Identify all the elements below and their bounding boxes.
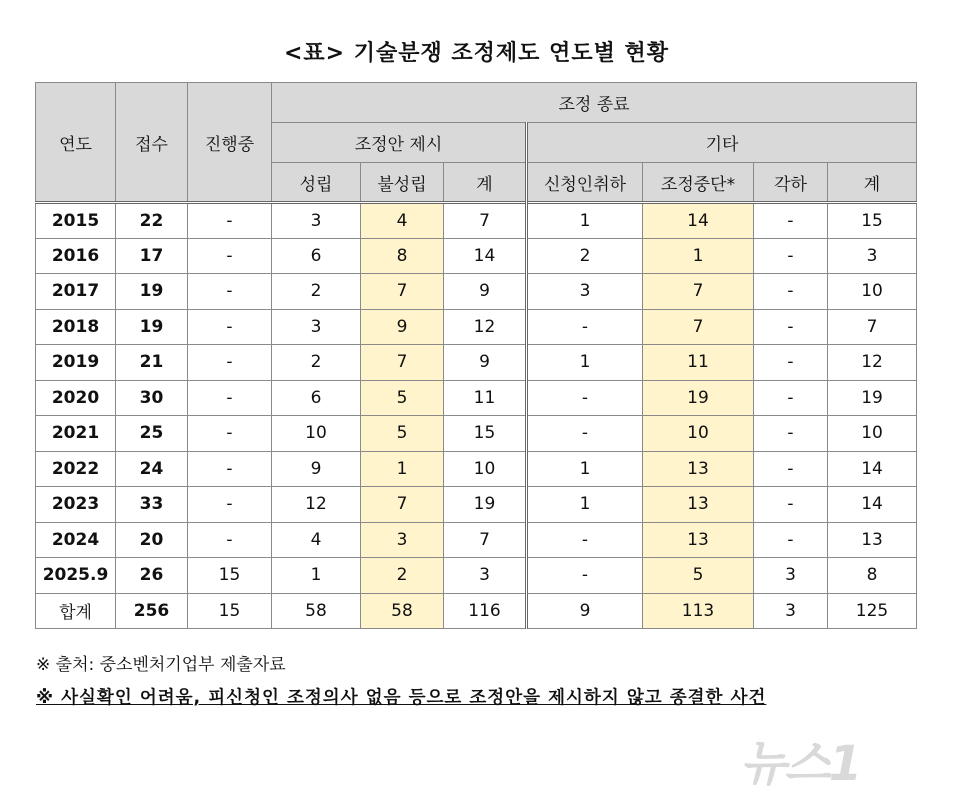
cell-agreed: 12 [272, 487, 361, 523]
cell-dismissed: - [754, 380, 828, 416]
cell-not-agreed: 9 [361, 309, 444, 345]
cell-received: 26 [116, 558, 188, 594]
cell-agreed: 1 [272, 558, 361, 594]
cell-year: 2019 [36, 345, 116, 381]
cell-year: 2022 [36, 451, 116, 487]
cell-agreed: 6 [272, 238, 361, 274]
cell-dismissed: - [754, 274, 828, 310]
cell-sub2: 13 [828, 522, 917, 558]
cell-year: 2017 [36, 274, 116, 310]
cell-withdrawn: - [527, 522, 643, 558]
cell-sub2: 19 [828, 380, 917, 416]
header-year: 연도 [36, 83, 116, 203]
cell-year: 합계 [36, 593, 116, 629]
header-subtotal-other: 계 [828, 163, 917, 203]
cell-sub2: 12 [828, 345, 917, 381]
cell-sub1: 12 [444, 309, 527, 345]
header-dismissed: 각하 [754, 163, 828, 203]
cell-sub1: 7 [444, 203, 527, 239]
table-row [36, 416, 917, 452]
cell-sub2: 14 [828, 451, 917, 487]
table-row [36, 345, 917, 381]
cell-dismissed: 3 [754, 593, 828, 629]
cell-agreed: 3 [272, 203, 361, 239]
cell-sub1: 3 [444, 558, 527, 594]
news1-watermark-logo [740, 715, 940, 795]
cell-suspended: 19 [643, 380, 754, 416]
cell-agreed: 4 [272, 522, 361, 558]
cell-not-agreed: 3 [361, 522, 444, 558]
cell-sub1: 15 [444, 416, 527, 452]
table-row [36, 309, 917, 345]
cell-withdrawn: 1 [527, 345, 643, 381]
cell-received: 19 [116, 309, 188, 345]
cell-received: 20 [116, 522, 188, 558]
cell-not-agreed: 7 [361, 274, 444, 310]
cell-received: 25 [116, 416, 188, 452]
cell-year: 2020 [36, 380, 116, 416]
header-proposal: 조정안 제시 [272, 123, 527, 163]
source-note: ※ 출처: 중소벤처기업부 제출자료 [36, 655, 286, 675]
header-suspended: 조정중단* [643, 163, 754, 203]
footnote: ※ 사실확인 어려움, 피신청인 조정의사 없음 등으로 조정안을 제시하지 않고 종결한 사건 [36, 688, 767, 708]
header-not-agreed: 불성립 [361, 163, 444, 203]
cell-dismissed: - [754, 487, 828, 523]
cell-in-progress: 15 [188, 558, 272, 594]
cell-received: 17 [116, 238, 188, 274]
cell-not-agreed: 5 [361, 416, 444, 452]
cell-dismissed: 3 [754, 558, 828, 594]
cell-year: 2021 [36, 416, 116, 452]
cell-sub1: 19 [444, 487, 527, 523]
cell-withdrawn: 1 [527, 203, 643, 239]
cell-in-progress: - [188, 451, 272, 487]
cell-agreed: 58 [272, 593, 361, 629]
cell-in-progress: - [188, 380, 272, 416]
cell-sub1: 7 [444, 522, 527, 558]
cell-suspended: 113 [643, 593, 754, 629]
cell-withdrawn: - [527, 558, 643, 594]
cell-withdrawn: 1 [527, 451, 643, 487]
cell-withdrawn: - [527, 416, 643, 452]
cell-withdrawn: 1 [527, 487, 643, 523]
cell-withdrawn: 3 [527, 274, 643, 310]
cell-sub2: 14 [828, 487, 917, 523]
cell-not-agreed: 7 [361, 487, 444, 523]
cell-suspended: 5 [643, 558, 754, 594]
cell-in-progress: - [188, 274, 272, 310]
table-row [36, 274, 917, 310]
cell-suspended: 10 [643, 416, 754, 452]
cell-suspended: 1 [643, 238, 754, 274]
cell-suspended: 13 [643, 487, 754, 523]
cell-suspended: 14 [643, 203, 754, 239]
cell-in-progress: - [188, 238, 272, 274]
table-row [36, 593, 917, 629]
cell-dismissed: - [754, 203, 828, 239]
cell-not-agreed: 4 [361, 203, 444, 239]
cell-dismissed: - [754, 451, 828, 487]
cell-sub1: 14 [444, 238, 527, 274]
cell-agreed: 9 [272, 451, 361, 487]
cell-agreed: 10 [272, 416, 361, 452]
cell-sub2: 10 [828, 416, 917, 452]
header-withdrawn: 신청인취하 [527, 163, 643, 203]
cell-sub1: 11 [444, 380, 527, 416]
table-row [36, 522, 917, 558]
cell-agreed: 6 [272, 380, 361, 416]
cell-not-agreed: 8 [361, 238, 444, 274]
table-row [36, 558, 917, 594]
cell-withdrawn: 9 [527, 593, 643, 629]
cell-withdrawn: 2 [527, 238, 643, 274]
cell-year: 2018 [36, 309, 116, 345]
header-in-progress: 진행중 [188, 83, 272, 203]
cell-sub2: 3 [828, 238, 917, 274]
table-row [36, 380, 917, 416]
cell-in-progress: - [188, 345, 272, 381]
cell-received: 19 [116, 274, 188, 310]
cell-received: 33 [116, 487, 188, 523]
cell-sub2: 7 [828, 309, 917, 345]
cell-year: 2025.9 [36, 558, 116, 594]
cell-year: 2015 [36, 203, 116, 239]
cell-sub1: 10 [444, 451, 527, 487]
cell-sub1: 116 [444, 593, 527, 629]
table-row [36, 487, 917, 523]
cell-received: 21 [116, 345, 188, 381]
cell-received: 256 [116, 593, 188, 629]
cell-sub2: 10 [828, 274, 917, 310]
cell-agreed: 2 [272, 345, 361, 381]
cell-dismissed: - [754, 309, 828, 345]
cell-in-progress: - [188, 309, 272, 345]
cell-not-agreed: 5 [361, 380, 444, 416]
watermark-text: 뉴스1 [740, 736, 861, 792]
cell-sub2: 125 [828, 593, 917, 629]
cell-sub1: 9 [444, 345, 527, 381]
header-agreed: 성립 [272, 163, 361, 203]
cell-received: 24 [116, 451, 188, 487]
header-closed: 조정 종료 [272, 83, 917, 123]
cell-year: 2024 [36, 522, 116, 558]
cell-dismissed: - [754, 238, 828, 274]
cell-received: 30 [116, 380, 188, 416]
cell-year: 2023 [36, 487, 116, 523]
header-other: 기타 [527, 123, 917, 163]
cell-suspended: 13 [643, 451, 754, 487]
table-row [36, 203, 917, 239]
cell-suspended: 13 [643, 522, 754, 558]
table-title: <표> 기술분쟁 조정제도 연도별 현황 [283, 41, 670, 66]
cell-dismissed: - [754, 345, 828, 381]
cell-in-progress: - [188, 487, 272, 523]
cell-received: 22 [116, 203, 188, 239]
cell-withdrawn: - [527, 309, 643, 345]
cell-suspended: 11 [643, 345, 754, 381]
dispute-mediation-table [35, 82, 917, 629]
cell-in-progress: 15 [188, 593, 272, 629]
header-subtotal-proposal: 계 [444, 163, 527, 203]
cell-dismissed: - [754, 522, 828, 558]
cell-sub2: 8 [828, 558, 917, 594]
cell-suspended: 7 [643, 274, 754, 310]
cell-sub1: 9 [444, 274, 527, 310]
cell-in-progress: - [188, 522, 272, 558]
cell-not-agreed: 2 [361, 558, 444, 594]
cell-agreed: 3 [272, 309, 361, 345]
header-received: 접수 [116, 83, 188, 203]
cell-in-progress: - [188, 416, 272, 452]
cell-dismissed: - [754, 416, 828, 452]
cell-agreed: 2 [272, 274, 361, 310]
cell-sub2: 15 [828, 203, 917, 239]
cell-year: 2016 [36, 238, 116, 274]
cell-withdrawn: - [527, 380, 643, 416]
cell-not-agreed: 1 [361, 451, 444, 487]
cell-not-agreed: 58 [361, 593, 444, 629]
cell-suspended: 7 [643, 309, 754, 345]
table-row [36, 451, 917, 487]
table-row [36, 238, 917, 274]
cell-not-agreed: 7 [361, 345, 444, 381]
cell-in-progress: - [188, 203, 272, 239]
